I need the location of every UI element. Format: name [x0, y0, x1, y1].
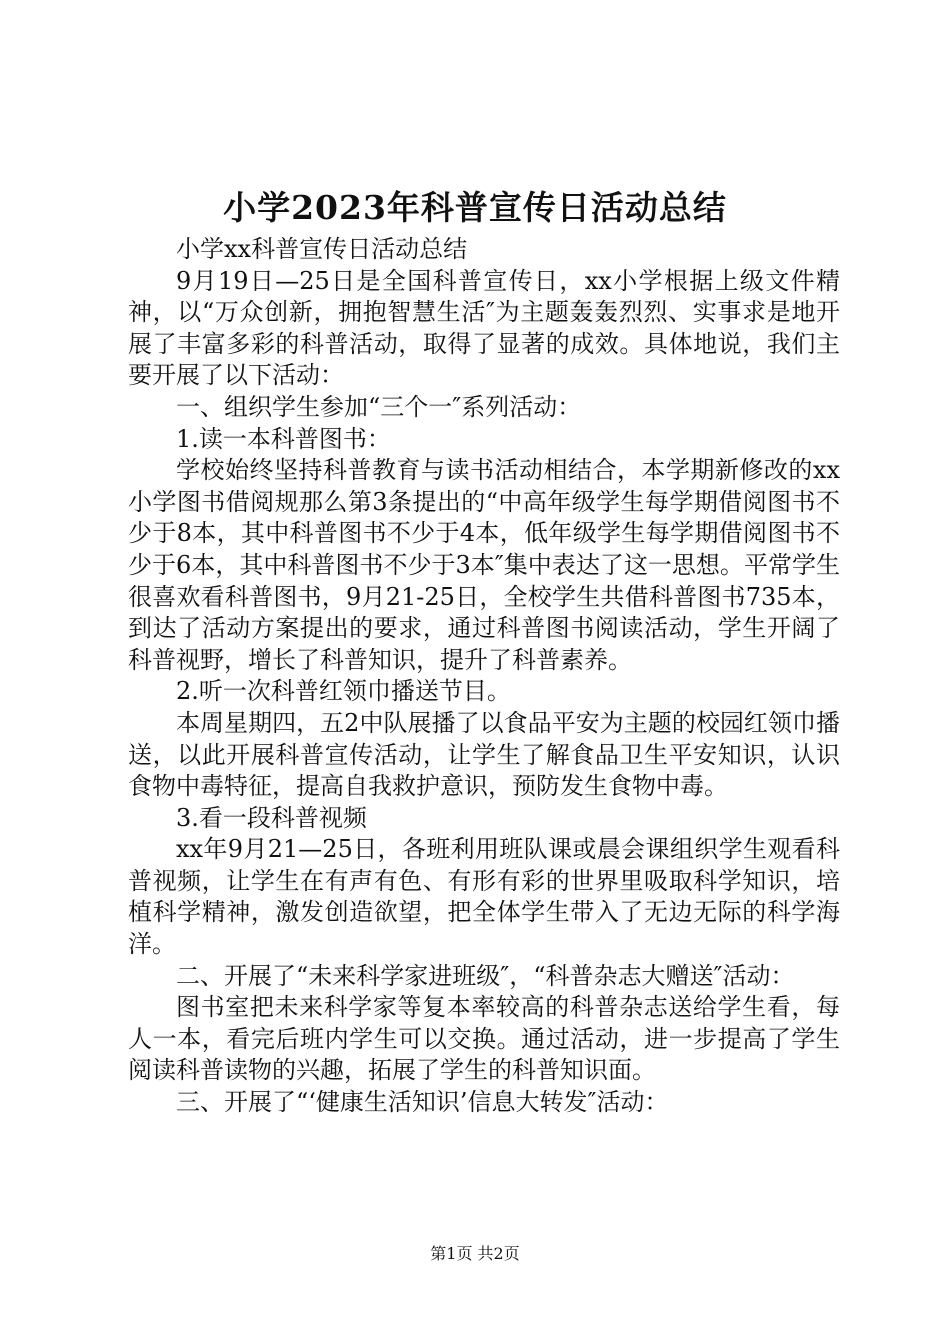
paragraph-intro: 9月19日—25日是全国科普宣传日，xx小学根据上级文件精神，以“万众创新，拥抱智慧生活″为主题轰轰烈烈、实事求是地开展了丰富多彩的科普活动，取得了显著的成效。具体地说，我们主要开展了以下活动：	[128, 266, 840, 390]
paragraph-magazines: 图书室把未来科学家等复本率较高的科普杂志送给学生看，每人一本，看完后班内学生可以交换。通过活动，进一步提高了学生阅读科普读物的兴趣，拓展了学生的科普知识面。	[128, 993, 840, 1085]
page-number-footer: 第1页 共2页	[430, 1244, 520, 1263]
section-heading-1: 一、组织学生参加“三个一″系列活动：	[176, 392, 582, 421]
subsection-heading-read-book: 1.读一本科普图书：	[176, 424, 391, 453]
paragraph-broadcast: 本周星期四，五2中队展播了以食品平安为主题的校园红领巾播送，以此开展科普宣传活动，让学生了解食品卫生平安知识，认识食物中毒特征，提高自我救护意识，预防发生食物中毒。	[128, 708, 840, 801]
subsection-heading-broadcast: 2.听一次科普红领巾播送节目。	[176, 677, 511, 706]
paragraph-subtitle: 小学xx科普宣传日活动总结	[176, 235, 468, 263]
document-title: 小学2023年科普宣传日活动总结	[223, 188, 727, 227]
section-heading-3: 三、开展了“‘健康生活知识’信息大转发″活动：	[176, 1088, 669, 1117]
paragraph-video: xx年9月21—25日，各班利用班队课或晨会课组织学生观看科普视频，让学生在有声有色、有形有彩的世界里吸取科学知识，培植科学精神，激发创造欲望，把全体学生带入了无边无际的科学海洋。	[128, 835, 840, 959]
section-heading-2: 二、开展了“未来科学家进班级″，“科普杂志大赠送″活动：	[176, 961, 795, 990]
document-body	[128, 234, 840, 1119]
subsection-heading-video: 3.看一段科普视频	[176, 803, 367, 832]
paragraph-read-book: 学校始终坚持科普教育与读书活动相结合，本学期新修改的xx小学图书借阅规那么第3条提出的“中高年级学生每学期借阅图书不少于8本，其中科普图书不少于4本，低年级学生每学期借阅图书不少于6本，其中科普图书不少于3本″集中表达了这一思想。平常学生很喜欢看科普图书，9月21-25日，全校学生共借科普图书735本，到达了活动方案提出的要求，通过科普图书阅读活动，学生开阔了科普视野，增长了科普知识，提升了科普素养。	[128, 456, 840, 674]
